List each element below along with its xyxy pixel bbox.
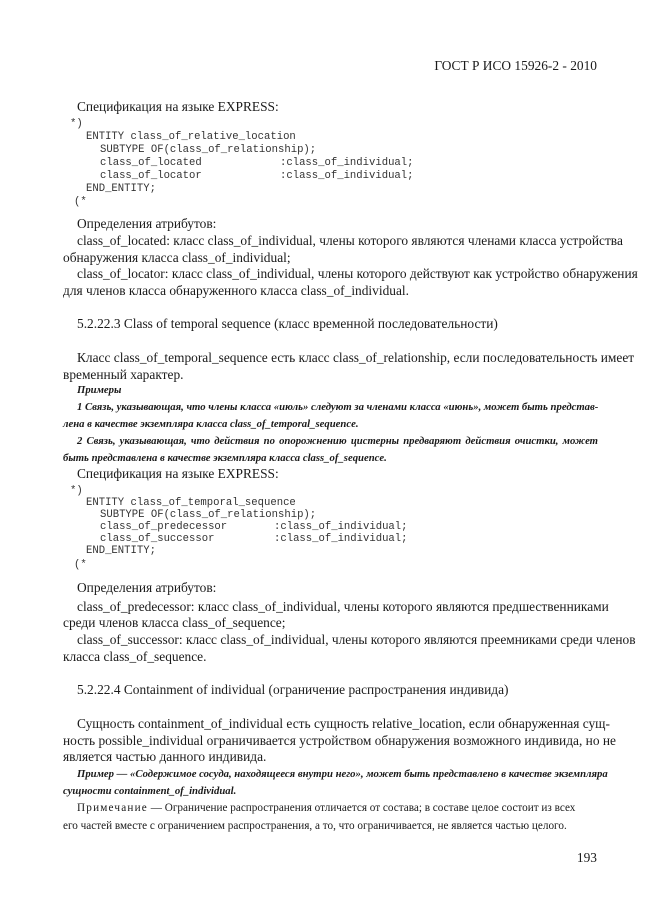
express-spec-label: Спецификация на языке EXPRESS: — [77, 99, 279, 114]
code-line: class_of_successor — [100, 533, 215, 545]
code-line: SUBTYPE OF(class_of_relationship); — [100, 509, 317, 521]
note-line — [77, 802, 575, 814]
examples-label: Примеры — [77, 384, 122, 396]
code-line: ENTITY class_of_temporal_sequence — [86, 497, 296, 509]
attribute-definition: класса class_of_sequence. — [63, 649, 207, 664]
code-line: class_of_located — [100, 157, 202, 169]
attribute-definition: среди членов класса class_of_sequence; — [63, 615, 286, 630]
code-line: *) — [70, 118, 83, 130]
standard-header: ГОСТ Р ИСО 15926-2 - 2010 — [434, 58, 597, 73]
code-line: (* — [74, 559, 87, 571]
code-line: END_ENTITY; — [86, 545, 156, 557]
code-line: :class_of_individual; — [274, 533, 408, 545]
example-text: лена в качестве экземпляра класса class_of_temporal_sequence. — [63, 418, 359, 430]
paragraph: Сущность containment_of_individual есть сущность relative_location, если обнаруженная сущ- — [77, 716, 610, 731]
attribute-definition: class_of_successor: класс class_of_individual, члены которого являются преемниками среди членов — [77, 632, 636, 647]
attributes-heading: Определения атрибутов: — [77, 216, 217, 231]
express-spec-label: Спецификация на языке EXPRESS: — [77, 466, 279, 481]
code-line: SUBTYPE OF(class_of_relationship); — [100, 144, 317, 156]
note-label: Примечание — [77, 802, 148, 814]
section-heading: 5.2.22.4 Containment of individual (ограничение распространения индивида) — [77, 682, 509, 697]
note-text: — Ограничение распространения отличается от состава; в составе целое состоит из всех — [147, 802, 576, 814]
code-line: class_of_predecessor — [100, 521, 228, 533]
attributes-heading: Определения атрибутов: — [77, 580, 217, 595]
note-text: его частей вместе с ограничением распространения, а то, что ограничивается, не является частью целого. — [63, 820, 567, 832]
example-text: 2 Связь, указывающая, что действия по опорожнению цистерны предваряют действия очистки, может — [77, 435, 598, 447]
attribute-definition: для членов класса обнаруженного класса class_of_individual. — [63, 283, 409, 298]
code-line: ENTITY class_of_relative_location — [86, 131, 296, 143]
code-line: class_of_locator — [100, 170, 202, 182]
example-text: 1 Связь, указывающая, что члены класса «июль» следуют за членами класса «июнь», может быть представ- — [77, 401, 599, 413]
code-line: (* — [74, 196, 87, 208]
paragraph: является частью данного индивида. — [63, 749, 267, 764]
example-text: быть представлена в качестве экземпляра класса class_of_sequence. — [63, 452, 387, 464]
attribute-definition: class_of_predecessor: класс class_of_individual, члены которого являются предшественниками — [77, 599, 609, 614]
attribute-definition: class_of_locator: класс class_of_individual, члены которого действуют как устройство обнаружения — [77, 266, 638, 281]
section-heading: 5.2.22.3 Class of temporal sequence (класс временной последовательности) — [77, 316, 498, 331]
paragraph: временный характер. — [63, 367, 184, 382]
attribute-definition: обнаружения класса class_of_individual; — [63, 250, 291, 265]
code-line: END_ENTITY; — [86, 183, 156, 195]
paragraph: ность possible_individual ограничивается устройством обнаружения возможного индивида, но не — [63, 733, 616, 748]
code-line: :class_of_individual; — [280, 157, 414, 169]
page-number: 193 — [576, 850, 597, 865]
code-line: :class_of_individual; — [280, 170, 414, 182]
code-line: *) — [70, 485, 83, 497]
example-text: Пример — «Содержимое сосуда, находящееся внутри него», может быть представлено в качестве экземпляра — [77, 768, 608, 780]
example-text: сущности containment_of_individual. — [63, 785, 237, 797]
paragraph: Класс class_of_temporal_sequence есть класс class_of_relationship, если последовательность имеет — [77, 350, 635, 365]
attribute-definition: class_of_located: класс class_of_individual, члены которого являются членами класса устройства — [77, 233, 623, 248]
code-line: :class_of_individual; — [274, 521, 408, 533]
